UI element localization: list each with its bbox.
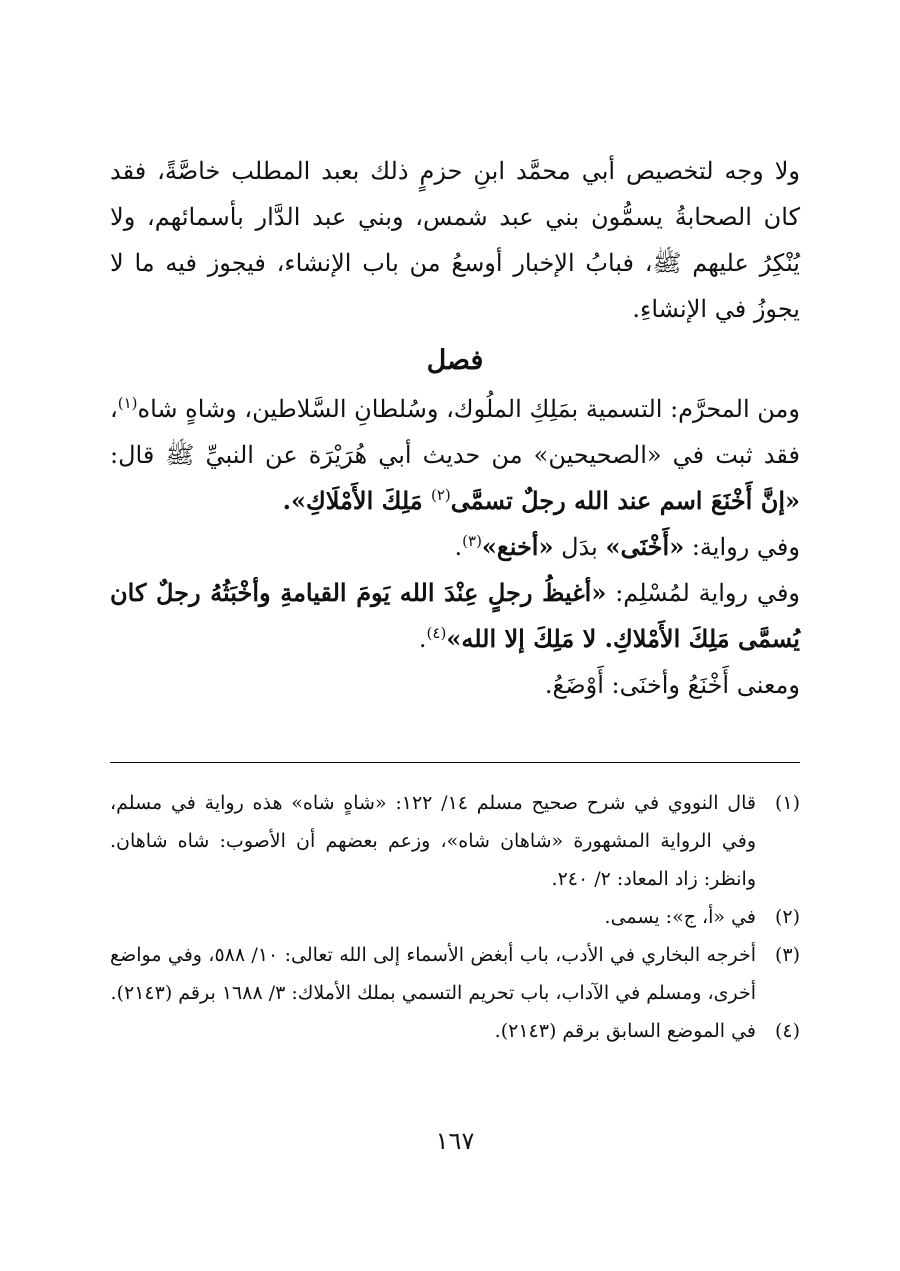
variant-word-akhna: «أَخْنَى» (605, 532, 685, 561)
footnote-2 (110, 898, 800, 936)
footnote-ref-3[interactable]: (٣) (462, 532, 482, 550)
paragraph-muslim-narration-end: . (418, 625, 427, 653)
paragraph-naming-note-text: ولا وجه لتخصيص أبي محمَّد ابنِ حزمٍ ذلك بعبد المطلب خاصَّةً، فقد كان الصحابةُ يسمُّون بني عبد شمس، وبني عبد الدَّار بأسمائهم، ولا يُنْكِرُ عليهم ﷺ، فبابُ الإخبار أوسعُ من باب الإنشاء، فيجوز فيه ما لا يجوزُ في الإنشاءِ. (110, 157, 800, 323)
footnote-number: (١) (774, 792, 800, 814)
footnote-ref-1[interactable]: (١) (117, 394, 138, 412)
footnote-ref-2[interactable]: (٢) (431, 486, 451, 504)
footnote-text: قال النووي في شرح صحيح مسلم ١٤/ ١٢٢: «شاهٍ شاه» هذه رواية في مسلم، وفي الرواية المشهورة «شاهان شاه»، وزعم بعضهم أن الأصوب: شاه شاهان. وانظر: زاد المعاد: ٢/ ٢٤٠. (110, 792, 756, 890)
footnote-divider (110, 762, 800, 763)
hadith-quote-2: «أغيظُ رجلٍ عِنْدَ الله يَومَ القيامةِ وأخْبَثُهُ رجلٌ كان يُسمَّى مَلِكَ الأَمْلاكِ. لا مَلِكَ إلا الله» (110, 578, 800, 653)
footnote-text: في «أ، ج»: يسمى. (604, 906, 756, 928)
footnotes-section (110, 784, 800, 1050)
page-number: ١٦٧ (435, 1127, 475, 1155)
footnote-number: (٤) (774, 1020, 800, 1042)
paragraph-narration-variant-text-2: بدَل (553, 533, 606, 561)
footnote-text: في الموضع السابق برقم (٢١٤٣). (494, 1020, 756, 1042)
paragraph-forbidden-names-text-2: ، فقد ثبت في «الصحيحين» من حديث أبي هُرَيْرَة عن النبيِّ ﷺ قال: (110, 395, 800, 469)
paragraph-narration-variant (110, 524, 800, 570)
footnote-number: (٣) (774, 944, 800, 966)
footnote-1 (110, 784, 800, 898)
footnote-text: أخرجه البخاري في الأدب، باب أبغض الأسماء إلى الله تعالى: ١٠/ ٥٨٨، وفي مواضع أخرى، ومسلم في الآداب، باب تحريم التسمي بملك الأملاك: ٣/ ١٦٨٨ برقم (٢١٤٣). (110, 944, 756, 1004)
paragraph-narration-variant-text-1: وفي رواية: (684, 533, 800, 561)
section-heading: فصل (426, 345, 484, 376)
paragraph-naming-note (110, 148, 800, 332)
paragraph-word-meaning (110, 662, 800, 708)
footnote-4 (110, 1012, 800, 1050)
hadith-quote-1a: «إنَّ أَخْنَعَ اسم عند الله رجلٌ تسمَّى (450, 486, 800, 515)
paragraph-muslim-narration (110, 570, 800, 662)
paragraph-muslim-narration-text: وفي رواية لمُسْلِم: (606, 579, 801, 607)
paragraph-forbidden-names-text-1: ومن المحرَّم: التسمية بمَلِكِ الملُوك، وسُلطانِ السَّلاطين، وشاهٍ شاه (137, 395, 800, 423)
hadith-quote-1b: مَلِكَ الأَمْلَاكِ». (282, 486, 431, 515)
variant-word-akhna-original: «أخنع» (481, 532, 554, 561)
footnote-number: (٢) (774, 906, 800, 928)
footnote-ref-4[interactable]: (٤) (426, 624, 447, 642)
paragraph-word-meaning-text: ومعنى أَخْنَعُ وأخنَى: أَوْضَعُ. (544, 671, 800, 699)
book-page (110, 148, 800, 1248)
footnote-3 (110, 936, 800, 1012)
paragraph-forbidden-names (110, 386, 800, 524)
paragraph-narration-variant-end: . (454, 533, 463, 561)
